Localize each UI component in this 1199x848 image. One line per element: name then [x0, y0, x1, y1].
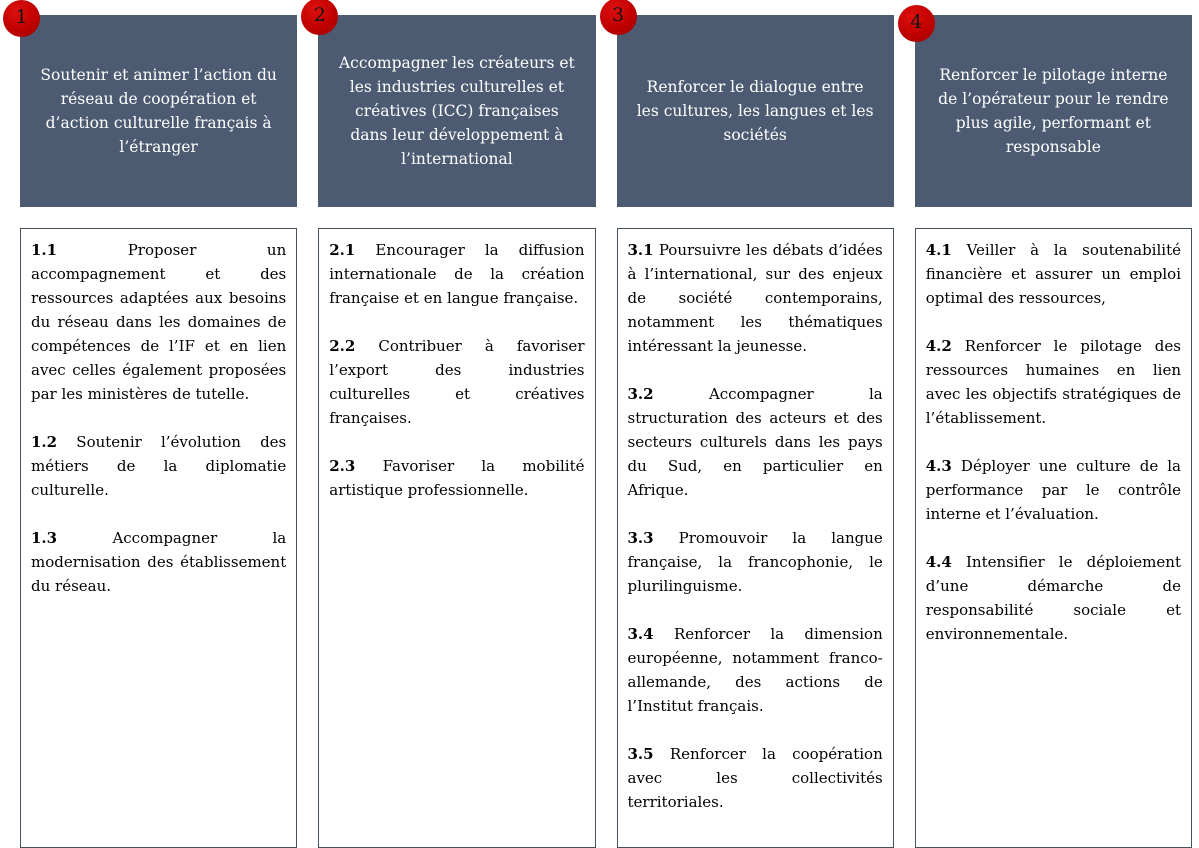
objective-item-number: 2.2	[329, 337, 356, 355]
objective-item-number: 3.1	[627, 241, 654, 259]
objective-items-box	[617, 228, 894, 848]
objective-column	[313, 4, 595, 848]
objective-item-text: Intensifier le déploiement d’une démarche de responsabilité sociale et environnementale.	[925, 553, 1181, 643]
objective-column	[15, 6, 297, 848]
objective-item	[926, 454, 1181, 526]
objective-item-text: Contribuer à favoriser l’export des industries culturelles et créatives françaises.	[329, 337, 585, 427]
objective-number-badge	[3, 0, 40, 37]
objective-item-number: 3.3	[627, 529, 654, 547]
objective-item-text: Déployer une culture de la performance par le contrôle interne et l’évaluation.	[925, 457, 1181, 523]
objective-item-text: Renforcer la coopération avec les collectivités territoriales.	[627, 745, 883, 811]
objective-item-number: 1.3	[31, 529, 58, 547]
objective-item-text: Veiller à la soutenabilité financière et assurer un emploi optimal des ressources,	[925, 241, 1181, 307]
objective-item	[628, 526, 883, 598]
objective-item-number: 4.3	[925, 457, 952, 475]
objective-item-number: 2.3	[329, 457, 356, 475]
objective-number: 3	[611, 4, 625, 26]
objective-item-text: Accompagner la modernisation des établissement du réseau.	[31, 529, 287, 595]
objective-items-box	[20, 228, 297, 848]
objective-title: Renforcer le pilotage interne de l’opérateur pour le rendre plus agile, performant et responsable	[938, 65, 1169, 157]
objective-item	[329, 334, 584, 430]
objective-item-text: Soutenir l’évolution des métiers de la diplomatie culturelle.	[31, 433, 287, 499]
objective-item-number: 1.2	[31, 433, 58, 451]
objective-title: Accompagner les créateurs et les industries culturelles et créatives (ICC) françaises dans leur développement à l’international	[338, 53, 575, 169]
objective-items-box	[318, 228, 595, 848]
objective-item	[926, 334, 1181, 430]
objective-number: 4	[910, 11, 923, 33]
objective-item-text: Renforcer la dimension européenne, notamment franco-allemande, des actions de l’Institut français.	[627, 625, 883, 715]
objective-item	[628, 382, 883, 502]
objective-item-text: Renforcer le pilotage des ressources humaines en lien avec les objectifs stratégiques de l’établissement.	[925, 337, 1181, 427]
objective-column	[910, 11, 1192, 848]
objective-number: 2	[313, 4, 326, 26]
objective-item	[31, 430, 286, 502]
objective-item	[926, 550, 1181, 646]
objective-item-text: Promouvoir la langue française, la francophonie, le plurilinguisme.	[627, 529, 883, 595]
objective-items-box	[915, 228, 1192, 848]
objective-title: Renforcer le dialogue entre les cultures, les langues et les sociétés	[636, 77, 874, 144]
objective-number-badge	[600, 0, 637, 35]
objective-header	[15, 6, 297, 207]
objective-item	[628, 622, 883, 718]
objective-number-badge	[898, 5, 935, 42]
objective-item-number: 3.4	[627, 625, 654, 643]
objective-item-number: 4.4	[925, 553, 952, 571]
objective-header	[910, 11, 1192, 207]
objective-item	[926, 238, 1181, 310]
objective-item-number: 1.1	[31, 241, 58, 259]
objective-item	[31, 526, 286, 598]
objective-item	[329, 238, 584, 310]
objective-item-text: Encourager la diffusion internationale de la création française et en langue française.	[329, 241, 585, 307]
objective-item-number: 3.5	[627, 745, 654, 763]
objective-item	[628, 238, 883, 358]
objective-item-text: Poursuivre les débats d’idées à l’international, sur des enjeux de société contemporains, notamment les thématiques intéressant la jeunesse.	[627, 241, 883, 355]
objective-header	[313, 4, 595, 207]
objective-item-number: 4.2	[925, 337, 952, 355]
objective-column	[611, 4, 894, 848]
objective-item	[329, 454, 584, 502]
objective-item-number: 2.1	[329, 241, 356, 259]
objective-number: 1	[15, 6, 28, 28]
objective-item	[628, 742, 883, 814]
objective-item	[31, 238, 286, 406]
objective-item-text: Proposer un accompagnement et des ressources adaptées aux besoins du réseau dans les domaines de compétences de l’IF et en lien avec celles également proposées par les ministères de tutelle.	[31, 241, 287, 403]
objective-item-number: 3.2	[627, 385, 654, 403]
objective-number-badge	[301, 0, 338, 35]
objective-item-text: Accompagner la structuration des acteurs et des secteurs culturels dans les pays du Sud, en particulier en Afrique.	[627, 385, 883, 499]
objective-title: Soutenir et animer l’action du réseau de coopération et d’action culturelle français à l’étranger	[40, 65, 277, 157]
objective-item-text: Favoriser la mobilité artistique professionnelle.	[329, 457, 585, 499]
objective-item-number: 4.1	[925, 241, 952, 259]
objective-header	[611, 4, 894, 207]
